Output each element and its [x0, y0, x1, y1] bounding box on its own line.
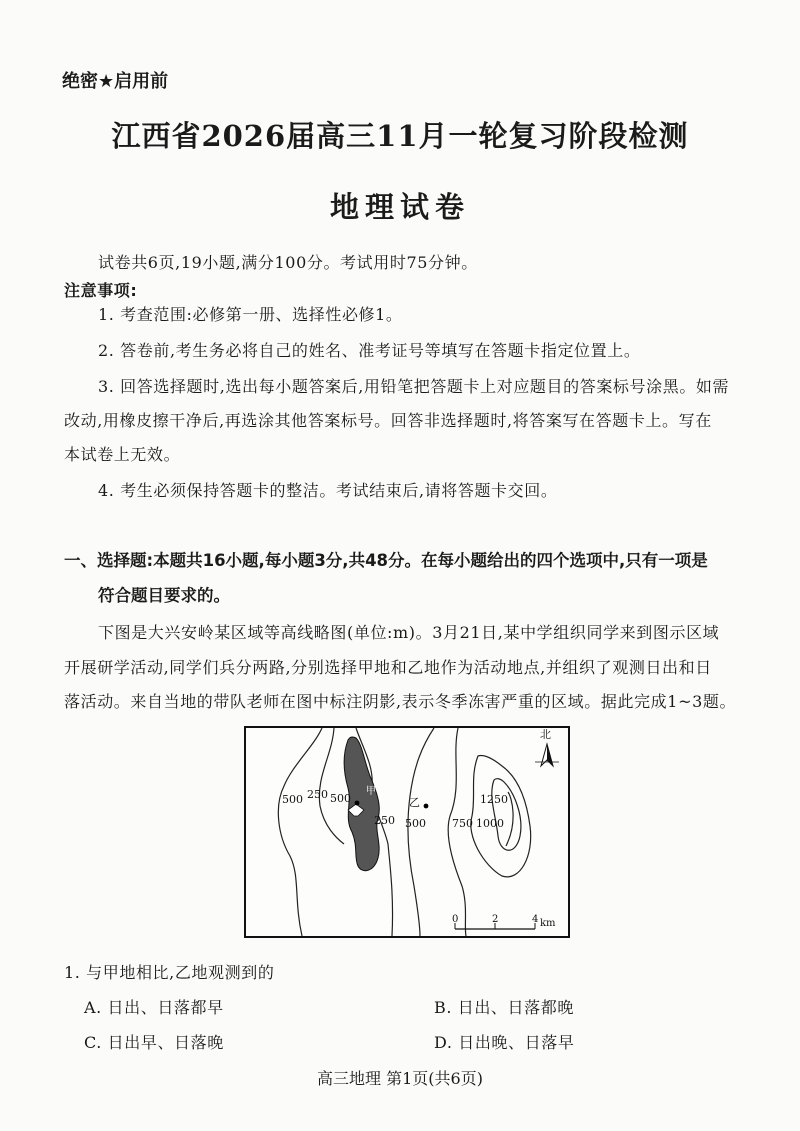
note-item-1: 1. 考查范围:必修第一册、选择性必修1。: [98, 305, 403, 324]
jia-point: [355, 801, 360, 806]
label-jia: 甲: [366, 786, 376, 797]
label-250b: 250: [374, 814, 395, 827]
question-1-stem: 1. 与甲地相比,乙地观测到的: [64, 963, 275, 982]
passage-line-2: 开展研学活动,同学们兵分两路,分别选择甲地和乙地作为活动地点,并组织了观测日出和日: [64, 658, 712, 677]
section-heading-cont: 符合题目要求的。: [98, 586, 230, 605]
exam-intro: 试卷共6页,19小题,满分100分。考试用时75分钟。: [98, 253, 478, 272]
section-heading: 一、选择题:本题共16小题,每小题3分,共48分。在每小题给出的四个选项中,只有一项是: [64, 551, 708, 570]
notes-heading: 注意事项:: [64, 281, 138, 300]
label-500a: 500: [282, 793, 303, 806]
note-item-3-line2: 改动,用橡皮擦干净后,再选涂其他答案标号。回答非选择题时,将答案写在答题卡上。写在: [64, 411, 712, 430]
subject-title: 地理试卷: [329, 190, 470, 224]
svg-text:0: 0: [452, 914, 459, 925]
note-item-2: 2. 答卷前,考生务必将自己的姓名、准考证号等填写在答题卡指定位置上。: [98, 341, 641, 360]
passage-line-3: 落活动。来自当地的带队老师在图中标注阴影,表示冬季冻害严重的区域。据此完成1~3题。: [64, 692, 737, 711]
option-b: B. 日出、日落都晚: [434, 998, 574, 1017]
note-item-3-line1: 3. 回答选择题时,选出每小题答案后,用铅笔把答题卡上对应题目的答案标号涂黑。如需: [98, 377, 730, 396]
label-1000: 1000: [476, 817, 504, 830]
label-500b: 500: [330, 792, 351, 805]
option-a: A. 日出、日落都早: [84, 998, 224, 1017]
passage-line-1: 下图是大兴安岭某区域等高线略图(单位:m)。3月21日,某中学组织同学来到图示区域: [98, 623, 720, 642]
svg-text:km: km: [540, 918, 556, 929]
svg-text:2: 2: [492, 914, 499, 925]
label-500c: 500: [405, 817, 426, 830]
label-750: 750: [452, 817, 473, 830]
note-item-3-line3: 本试卷上无效。: [64, 445, 181, 464]
label-250a: 250: [307, 788, 328, 801]
secret-mark: 绝密★启用前: [62, 71, 169, 92]
option-c: C. 日出早、日落晚: [84, 1033, 224, 1052]
option-d: D. 日出晚、日落早: [434, 1033, 575, 1052]
contour-map: [244, 726, 570, 938]
label-yi: 乙: [409, 796, 420, 809]
exam-title: 江西省2026届高三11月一轮复习阶段检测: [111, 119, 689, 153]
note-item-4: 4. 考生必须保持答题卡的整洁。考试结束后,请将答题卡交回。: [98, 481, 558, 500]
svg-text:4: 4: [532, 914, 539, 925]
svg-text:北: 北: [540, 728, 551, 741]
yi-point: [424, 804, 429, 809]
page-footer: 高三地理 第1页(共6页): [317, 1069, 483, 1088]
label-1250: 1250: [480, 793, 508, 806]
